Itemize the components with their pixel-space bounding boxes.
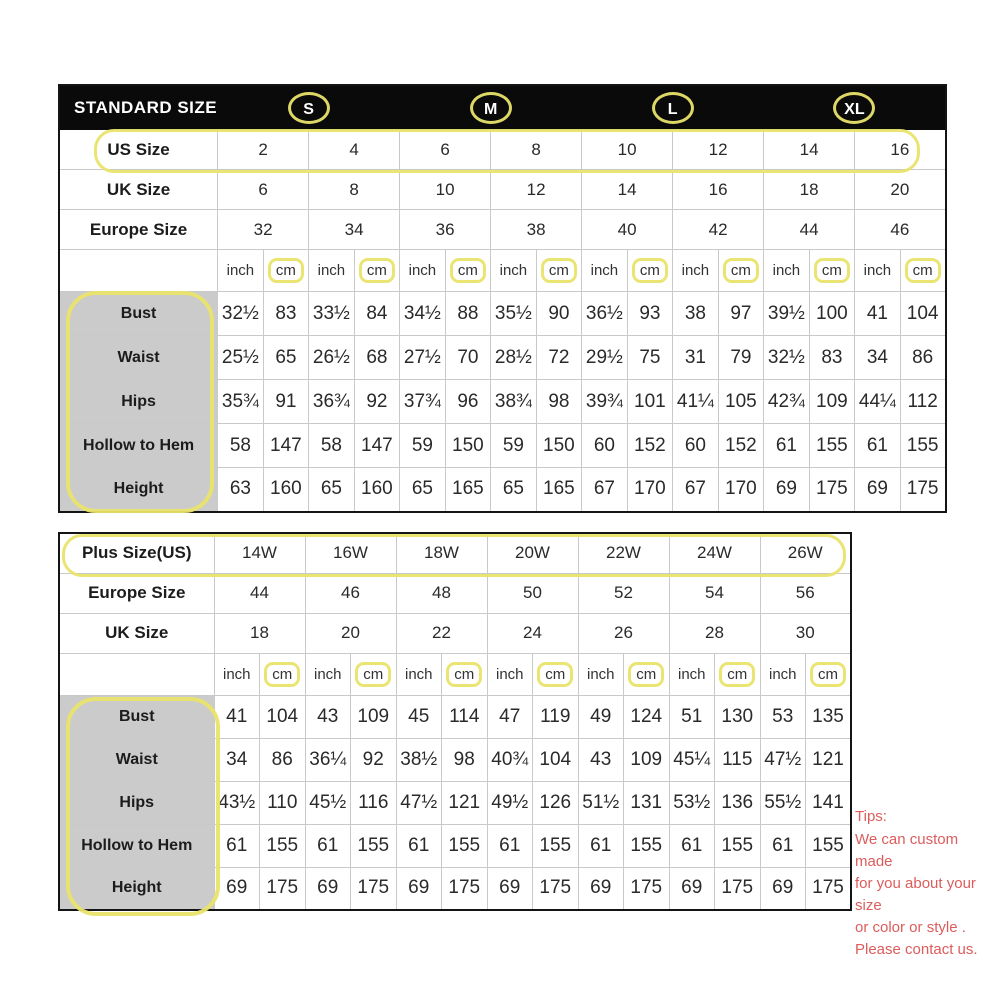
size-value-cell: 12 xyxy=(673,130,764,170)
measure-value-cell: 69 xyxy=(764,468,810,512)
size-value-cell: 56 xyxy=(760,573,851,613)
measure-value-cell: 147 xyxy=(263,424,309,468)
measure-value-cell: 61 xyxy=(760,824,806,867)
size-value-cell: 4 xyxy=(309,130,400,170)
measure-value-cell: 91 xyxy=(263,380,309,424)
measure-value-cell: 36½ xyxy=(582,292,628,336)
measure-value-cell: 136 xyxy=(715,781,761,824)
measure-value-cell: 61 xyxy=(669,824,715,867)
plus-size-table xyxy=(58,532,852,911)
measure-value-cell: 83 xyxy=(263,292,309,336)
measure-value-cell: 112 xyxy=(900,380,946,424)
measure-value-cell: 29½ xyxy=(582,336,628,380)
measure-value-cell: 35½ xyxy=(491,292,537,336)
measure-value-cell: 155 xyxy=(624,824,670,867)
measure-value-cell: 61 xyxy=(855,424,901,468)
measure-value-cell: 41¼ xyxy=(673,380,719,424)
size-letter-ellipse: M xyxy=(470,92,512,124)
measure-value-cell: 90 xyxy=(536,292,582,336)
measure-value-cell: 70 xyxy=(445,336,491,380)
measure-value-cell: 43 xyxy=(578,738,624,781)
cm-unit-cell xyxy=(715,653,761,695)
inch-unit-cell: inch xyxy=(764,250,810,292)
size-letter-ellipse: XL xyxy=(833,92,875,124)
measure-value-cell: 93 xyxy=(627,292,673,336)
measure-value-cell: 104 xyxy=(260,695,306,738)
measure-value-cell: 121 xyxy=(806,738,852,781)
measure-value-cell: 92 xyxy=(351,738,397,781)
cm-unit-cell xyxy=(536,250,582,292)
measure-value-cell: 47 xyxy=(487,695,533,738)
measure-value-cell: 58 xyxy=(218,424,264,468)
measure-value-cell: 49 xyxy=(578,695,624,738)
measure-value-cell: 105 xyxy=(718,380,764,424)
unit-row-empty-label xyxy=(59,250,218,292)
size-value-cell: 50 xyxy=(487,573,578,613)
cm-highlight-badge: cm xyxy=(268,258,304,283)
inch-unit-cell: inch xyxy=(855,250,901,292)
cm-highlight-badge: cm xyxy=(537,662,573,687)
standard-size-table xyxy=(58,84,947,513)
measure-value-cell: 25½ xyxy=(218,336,264,380)
inch-unit-cell: inch xyxy=(760,653,806,695)
size-value-cell: 6 xyxy=(400,130,491,170)
size-row-label: Plus Size(US) xyxy=(59,533,214,573)
measure-value-cell: 131 xyxy=(624,781,670,824)
measure-value-cell: 79 xyxy=(718,336,764,380)
cm-unit-cell xyxy=(809,250,855,292)
cm-unit-cell xyxy=(806,653,852,695)
size-row-label: Europe Size xyxy=(59,573,214,613)
measure-value-cell: 39½ xyxy=(764,292,810,336)
size-value-cell: 44 xyxy=(214,573,305,613)
tips-line-4: Please contact us. xyxy=(855,941,978,958)
measure-value-cell: 152 xyxy=(718,424,764,468)
measure-value-cell: 43½ xyxy=(214,781,260,824)
measure-value-cell: 28½ xyxy=(491,336,537,380)
measure-value-cell: 155 xyxy=(442,824,488,867)
size-value-cell: 22W xyxy=(578,533,669,573)
size-row-label: US Size xyxy=(59,130,218,170)
measure-value-cell: 104 xyxy=(533,738,579,781)
measure-value-cell: 126 xyxy=(533,781,579,824)
measure-value-cell: 47½ xyxy=(396,781,442,824)
measure-value-cell: 141 xyxy=(806,781,852,824)
inch-unit-cell: inch xyxy=(214,653,260,695)
cm-highlight-badge: cm xyxy=(814,258,850,283)
measure-value-cell: 175 xyxy=(533,867,579,910)
measure-value-cell: 65 xyxy=(309,468,355,512)
measure-value-cell: 47½ xyxy=(760,738,806,781)
measure-value-cell: 51½ xyxy=(578,781,624,824)
measure-value-cell: 38 xyxy=(673,292,719,336)
measure-value-cell: 96 xyxy=(445,380,491,424)
size-value-cell: 26 xyxy=(578,613,669,653)
measure-value-cell: 97 xyxy=(718,292,764,336)
cm-unit-cell xyxy=(627,250,673,292)
size-value-cell: 18 xyxy=(764,170,855,210)
measure-value-cell: 41 xyxy=(855,292,901,336)
size-value-cell: 6 xyxy=(218,170,309,210)
measure-value-cell: 45½ xyxy=(305,781,351,824)
measure-value-cell: 155 xyxy=(809,424,855,468)
measure-value-cell: 61 xyxy=(305,824,351,867)
measure-value-cell: 155 xyxy=(260,824,306,867)
cm-highlight-badge: cm xyxy=(359,258,395,283)
cm-highlight-badge: cm xyxy=(541,258,577,283)
measure-value-cell: 175 xyxy=(260,867,306,910)
measure-value-cell: 175 xyxy=(900,468,946,512)
size-value-cell: 28 xyxy=(669,613,760,653)
size-value-cell: 26W xyxy=(760,533,851,573)
size-value-cell: 20 xyxy=(855,170,946,210)
measure-value-cell: 35¾ xyxy=(218,380,264,424)
measure-row-label: Hollow to Hem xyxy=(59,824,214,867)
measure-value-cell: 43 xyxy=(305,695,351,738)
tips-line-1: We can custom made xyxy=(855,831,959,870)
tips-note xyxy=(855,806,997,961)
measure-value-cell: 88 xyxy=(445,292,491,336)
measure-value-cell: 155 xyxy=(900,424,946,468)
size-value-cell: 36 xyxy=(400,210,491,250)
inch-unit-cell: inch xyxy=(669,653,715,695)
tips-line-2: for you about your size xyxy=(855,875,976,914)
measure-value-cell: 175 xyxy=(351,867,397,910)
cm-unit-cell xyxy=(351,653,397,695)
size-band-cell xyxy=(764,85,946,130)
cm-unit-cell xyxy=(354,250,400,292)
measure-row-label: Waist xyxy=(59,738,214,781)
measure-value-cell: 60 xyxy=(673,424,719,468)
measure-value-cell: 109 xyxy=(351,695,397,738)
measure-value-cell: 86 xyxy=(260,738,306,781)
inch-unit-cell: inch xyxy=(578,653,624,695)
size-value-cell: 16 xyxy=(855,130,946,170)
measure-value-cell: 34 xyxy=(855,336,901,380)
size-value-cell: 2 xyxy=(218,130,309,170)
measure-row-label: Hollow to Hem xyxy=(59,424,218,468)
measure-value-cell: 150 xyxy=(536,424,582,468)
measure-value-cell: 75 xyxy=(627,336,673,380)
measure-value-cell: 34½ xyxy=(400,292,446,336)
size-value-cell: 34 xyxy=(309,210,400,250)
measure-value-cell: 175 xyxy=(624,867,670,910)
measure-value-cell: 86 xyxy=(900,336,946,380)
measure-value-cell: 135 xyxy=(806,695,852,738)
size-value-cell: 52 xyxy=(578,573,669,613)
measure-value-cell: 152 xyxy=(627,424,673,468)
measure-value-cell: 45 xyxy=(396,695,442,738)
cm-highlight-badge: cm xyxy=(628,662,664,687)
measure-row-label: Waist xyxy=(59,336,218,380)
measure-value-cell: 119 xyxy=(533,695,579,738)
measure-value-cell: 175 xyxy=(442,867,488,910)
measure-value-cell: 69 xyxy=(487,867,533,910)
measure-value-cell: 33½ xyxy=(309,292,355,336)
size-value-cell: 40 xyxy=(582,210,673,250)
measure-value-cell: 104 xyxy=(900,292,946,336)
measure-row-label: Height xyxy=(59,867,214,910)
size-value-cell: 44 xyxy=(764,210,855,250)
measure-value-cell: 170 xyxy=(718,468,764,512)
size-row-label: Europe Size xyxy=(59,210,218,250)
measure-value-cell: 58 xyxy=(309,424,355,468)
measure-value-cell: 39¾ xyxy=(582,380,628,424)
measure-value-cell: 60 xyxy=(582,424,628,468)
cm-unit-cell xyxy=(442,653,488,695)
size-value-cell: 42 xyxy=(673,210,764,250)
measure-value-cell: 51 xyxy=(669,695,715,738)
measure-value-cell: 31 xyxy=(673,336,719,380)
measure-value-cell: 34 xyxy=(214,738,260,781)
measure-row-label: Bust xyxy=(59,292,218,336)
measure-value-cell: 59 xyxy=(400,424,446,468)
measure-value-cell: 44¼ xyxy=(855,380,901,424)
measure-value-cell: 69 xyxy=(760,867,806,910)
inch-unit-cell: inch xyxy=(305,653,351,695)
measure-value-cell: 121 xyxy=(442,781,488,824)
measure-value-cell: 53½ xyxy=(669,781,715,824)
cm-highlight-badge: cm xyxy=(450,258,486,283)
cm-highlight-badge: cm xyxy=(905,258,941,283)
measure-value-cell: 124 xyxy=(624,695,670,738)
measure-value-cell: 100 xyxy=(809,292,855,336)
inch-unit-cell: inch xyxy=(673,250,719,292)
measure-value-cell: 65 xyxy=(400,468,446,512)
tips-line-3: or color or style . xyxy=(855,919,966,936)
size-value-cell: 24 xyxy=(487,613,578,653)
measure-row-label: Bust xyxy=(59,695,214,738)
size-value-cell: 8 xyxy=(491,130,582,170)
measure-value-cell: 41 xyxy=(214,695,260,738)
measure-value-cell: 92 xyxy=(354,380,400,424)
size-value-cell: 8 xyxy=(309,170,400,210)
inch-unit-cell: inch xyxy=(396,653,442,695)
measure-value-cell: 155 xyxy=(533,824,579,867)
measure-value-cell: 115 xyxy=(715,738,761,781)
cm-highlight-badge: cm xyxy=(723,258,759,283)
measure-value-cell: 116 xyxy=(351,781,397,824)
measure-value-cell: 175 xyxy=(715,867,761,910)
measure-value-cell: 40¾ xyxy=(487,738,533,781)
size-band-cell xyxy=(582,85,764,130)
measure-value-cell: 55½ xyxy=(760,781,806,824)
measure-value-cell: 160 xyxy=(263,468,309,512)
size-value-cell: 16 xyxy=(673,170,764,210)
measure-value-cell: 65 xyxy=(263,336,309,380)
cm-unit-cell xyxy=(624,653,670,695)
size-value-cell: 38 xyxy=(491,210,582,250)
measure-value-cell: 67 xyxy=(673,468,719,512)
measure-value-cell: 170 xyxy=(627,468,673,512)
inch-unit-cell: inch xyxy=(309,250,355,292)
size-value-cell: 30 xyxy=(760,613,851,653)
measure-value-cell: 42¾ xyxy=(764,380,810,424)
measure-value-cell: 61 xyxy=(214,824,260,867)
measure-row-label: Hips xyxy=(59,380,218,424)
cm-unit-cell xyxy=(900,250,946,292)
size-value-cell: 10 xyxy=(400,170,491,210)
measure-value-cell: 109 xyxy=(809,380,855,424)
cm-unit-cell xyxy=(445,250,491,292)
measure-value-cell: 37¾ xyxy=(400,380,446,424)
measure-value-cell: 59 xyxy=(491,424,537,468)
inch-unit-cell: inch xyxy=(491,250,537,292)
size-value-cell: 22 xyxy=(396,613,487,653)
measure-value-cell: 130 xyxy=(715,695,761,738)
table-band-title: STANDARD SIZE xyxy=(59,85,218,130)
measure-row-label: Hips xyxy=(59,781,214,824)
measure-value-cell: 61 xyxy=(487,824,533,867)
measure-value-cell: 147 xyxy=(354,424,400,468)
cm-highlight-badge: cm xyxy=(446,662,482,687)
measure-value-cell: 101 xyxy=(627,380,673,424)
measure-value-cell: 32½ xyxy=(218,292,264,336)
size-value-cell: 10 xyxy=(582,130,673,170)
tips-title: Tips: xyxy=(855,808,887,825)
size-letter-ellipse: L xyxy=(652,92,694,124)
measure-value-cell: 72 xyxy=(536,336,582,380)
size-value-cell: 18 xyxy=(214,613,305,653)
measure-value-cell: 26½ xyxy=(309,336,355,380)
measure-value-cell: 38¾ xyxy=(491,380,537,424)
size-band-cell xyxy=(218,85,400,130)
size-row-label: UK Size xyxy=(59,170,218,210)
cm-highlight-badge: cm xyxy=(264,662,300,687)
measure-value-cell: 61 xyxy=(764,424,810,468)
measure-value-cell: 165 xyxy=(445,468,491,512)
size-value-cell: 48 xyxy=(396,573,487,613)
size-row-label: UK Size xyxy=(59,613,214,653)
measure-value-cell: 155 xyxy=(806,824,852,867)
measure-value-cell: 69 xyxy=(214,867,260,910)
measure-value-cell: 114 xyxy=(442,695,488,738)
measure-value-cell: 63 xyxy=(218,468,264,512)
size-value-cell: 18W xyxy=(396,533,487,573)
measure-value-cell: 61 xyxy=(578,824,624,867)
unit-row-empty-label xyxy=(59,653,214,695)
size-value-cell: 14 xyxy=(582,170,673,210)
measure-value-cell: 98 xyxy=(442,738,488,781)
measure-value-cell: 69 xyxy=(578,867,624,910)
cm-unit-cell xyxy=(260,653,306,695)
cm-highlight-badge: cm xyxy=(632,258,668,283)
measure-value-cell: 69 xyxy=(855,468,901,512)
measure-value-cell: 175 xyxy=(809,468,855,512)
measure-value-cell: 38½ xyxy=(396,738,442,781)
measure-value-cell: 98 xyxy=(536,380,582,424)
size-value-cell: 20 xyxy=(305,613,396,653)
measure-value-cell: 53 xyxy=(760,695,806,738)
size-value-cell: 14W xyxy=(214,533,305,573)
measure-value-cell: 83 xyxy=(809,336,855,380)
measure-row-label: Height xyxy=(59,468,218,512)
size-value-cell: 14 xyxy=(764,130,855,170)
size-band-cell xyxy=(400,85,582,130)
measure-value-cell: 68 xyxy=(354,336,400,380)
inch-unit-cell: inch xyxy=(400,250,446,292)
inch-unit-cell: inch xyxy=(582,250,628,292)
cm-unit-cell xyxy=(263,250,309,292)
measure-value-cell: 160 xyxy=(354,468,400,512)
size-value-cell: 32 xyxy=(218,210,309,250)
measure-value-cell: 155 xyxy=(351,824,397,867)
measure-value-cell: 27½ xyxy=(400,336,446,380)
size-letter-ellipse: S xyxy=(288,92,330,124)
cm-unit-cell xyxy=(718,250,764,292)
measure-value-cell: 109 xyxy=(624,738,670,781)
measure-value-cell: 36¼ xyxy=(305,738,351,781)
measure-value-cell: 61 xyxy=(396,824,442,867)
measure-value-cell: 165 xyxy=(536,468,582,512)
measure-value-cell: 84 xyxy=(354,292,400,336)
inch-unit-cell: inch xyxy=(218,250,264,292)
measure-value-cell: 49½ xyxy=(487,781,533,824)
measure-value-cell: 175 xyxy=(806,867,852,910)
measure-value-cell: 155 xyxy=(715,824,761,867)
measure-value-cell: 32½ xyxy=(764,336,810,380)
measure-value-cell: 110 xyxy=(260,781,306,824)
size-value-cell: 24W xyxy=(669,533,760,573)
size-value-cell: 46 xyxy=(855,210,946,250)
cm-unit-cell xyxy=(533,653,579,695)
measure-value-cell: 150 xyxy=(445,424,491,468)
measure-value-cell: 67 xyxy=(582,468,628,512)
measure-value-cell: 69 xyxy=(305,867,351,910)
measure-value-cell: 45¼ xyxy=(669,738,715,781)
cm-highlight-badge: cm xyxy=(810,662,846,687)
cm-highlight-badge: cm xyxy=(355,662,391,687)
size-value-cell: 16W xyxy=(305,533,396,573)
measure-value-cell: 36¾ xyxy=(309,380,355,424)
size-value-cell: 12 xyxy=(491,170,582,210)
inch-unit-cell: inch xyxy=(487,653,533,695)
size-value-cell: 54 xyxy=(669,573,760,613)
size-value-cell: 20W xyxy=(487,533,578,573)
measure-value-cell: 69 xyxy=(669,867,715,910)
measure-value-cell: 69 xyxy=(396,867,442,910)
size-value-cell: 46 xyxy=(305,573,396,613)
cm-highlight-badge: cm xyxy=(719,662,755,687)
measure-value-cell: 65 xyxy=(491,468,537,512)
